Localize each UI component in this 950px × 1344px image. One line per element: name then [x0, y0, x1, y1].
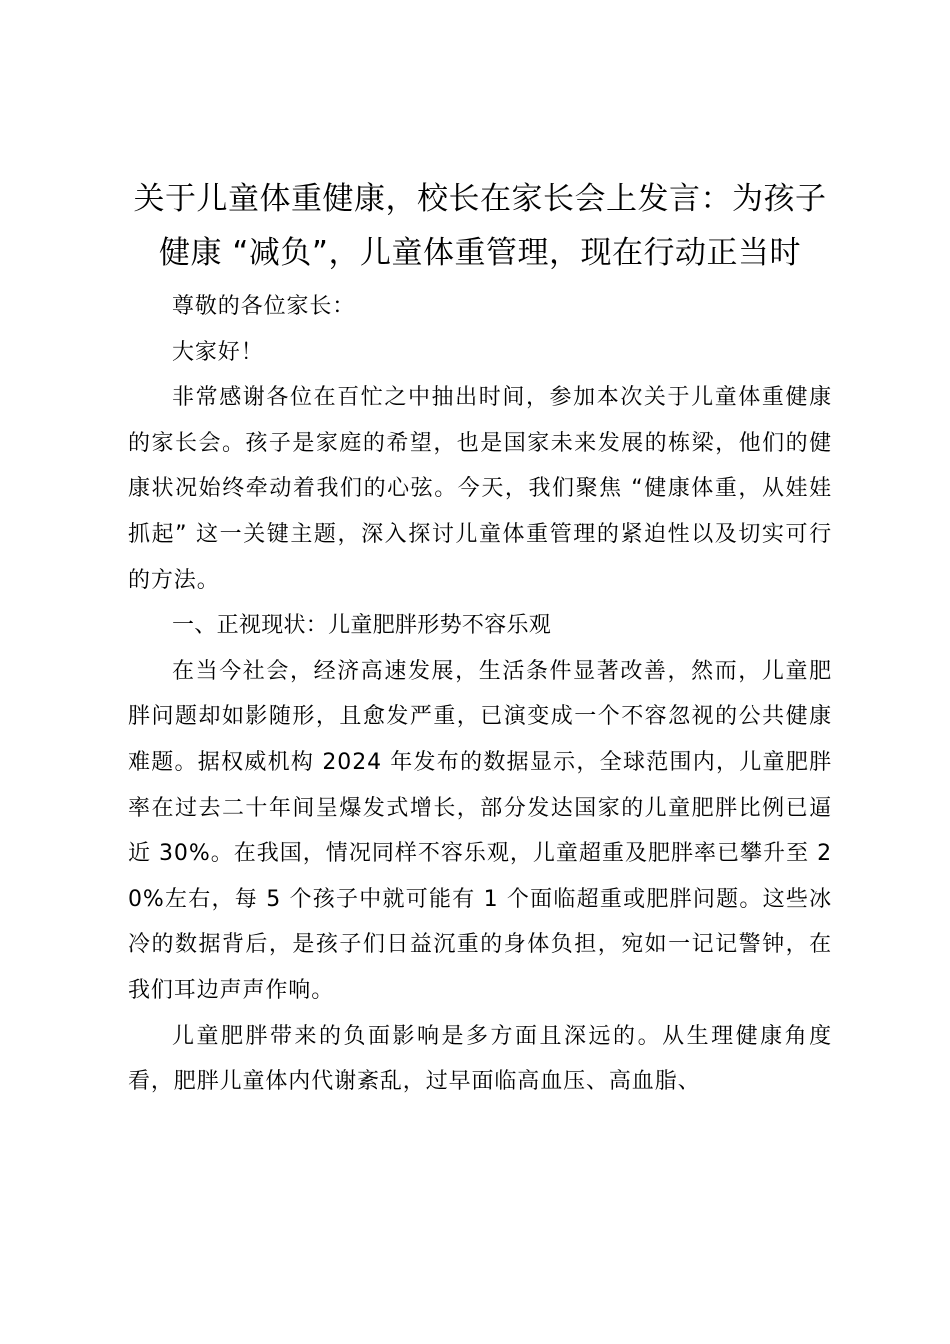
greeting: 大家好！: [172, 339, 264, 365]
paragraph-current-situation: 在当今社会，经济高速发展，生活条件显著改善，然而，儿童肥胖问题却如影随形，且愈发严重，已演变成一个不容忽视的公共健康难题。据权威机构 2024 年发布的数据显示，全球范围内，儿童肥胖率在过去二十年间呈爆发式增长，部分发达国家的儿童肥胖比例已逼近 30%。在我国，情况同样不容乐观，儿童超重及肥胖率已攀升至 20%左右，每 5 个孩子中就可能有 1 个面临超重或肥胖问题。这些冰冷的数据背后，是孩子们日益沉重的身体负担，宛如一记记警钟，在我们耳边声声作响。: [128, 658, 832, 1003]
paragraph-intro: 非常感谢各位在百忙之中抽出时间，参加本次关于儿童体重健康的家长会。孩子是家庭的希望，也是国家未来发展的栋梁，他们的健康状况始终牵动着我们的心弦。今天，我们聚焦 “健康体重，从娃娃抓起” 这一关键主题，深入探讨儿童体重管理的紧迫性以及切实可行的方法。: [128, 385, 832, 593]
document-body: [128, 172, 832, 1105]
document-title: 关于儿童体重健康，校长在家长会上发言：为孩子健康 “减负”，儿童体重管理，现在行动正当时: [133, 181, 827, 271]
paragraph-negative-impact: 儿童肥胖带来的负面影响是多方面且深远的。从生理健康角度看，肥胖儿童体内代谢紊乱，过早面临高血压、高血脂、: [128, 1023, 832, 1095]
salutation: 尊敬的各位家长：: [172, 294, 356, 319]
section-heading: 一、正视现状：儿童肥胖形势不容乐观: [172, 613, 552, 639]
